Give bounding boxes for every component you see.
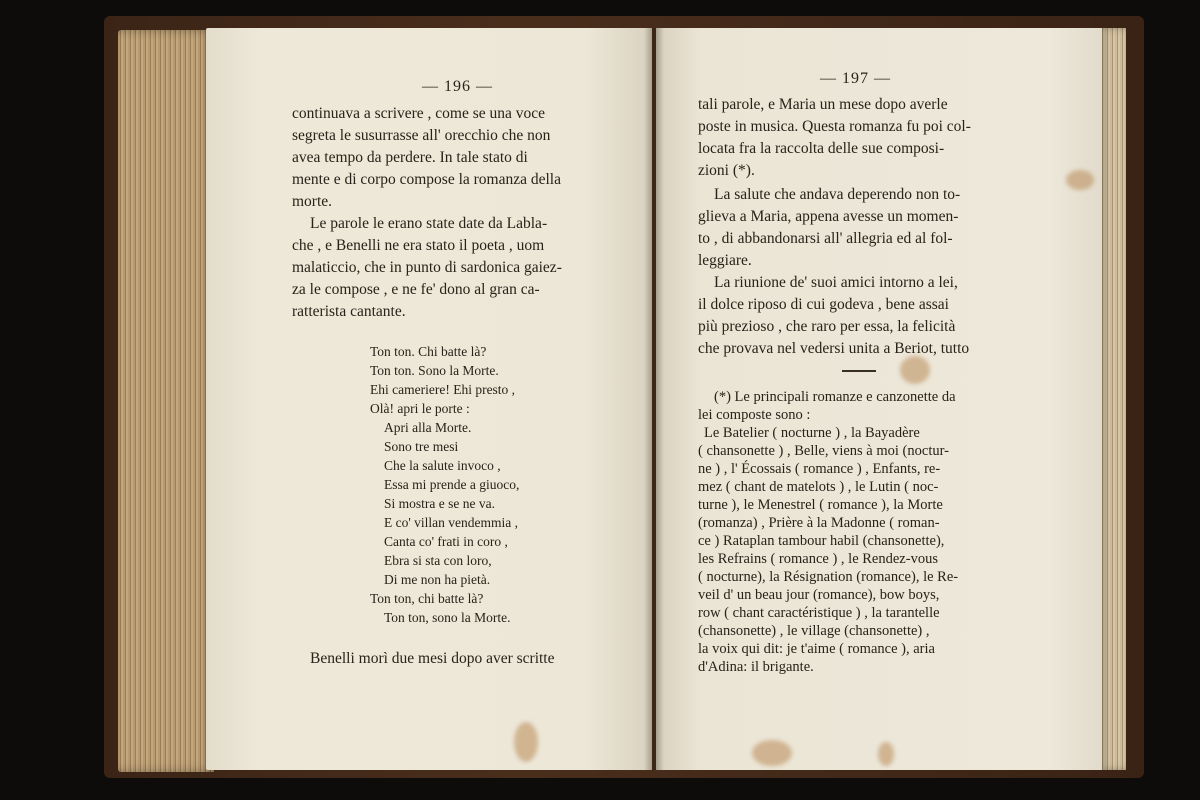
footnote-line: ( chansonette ) , Belle, viens à moi (noctur-: [698, 443, 949, 459]
text-line: mente e di corpo compose la romanza della: [292, 171, 561, 188]
footnote-line: lei composte sono :: [698, 407, 811, 423]
poem-line: Ton ton, chi batte là?: [370, 591, 484, 606]
poem-line: Ebra si sta con loro,: [384, 553, 492, 568]
text-line: che provava nel vedersi unita a Beriot, tutto: [698, 340, 970, 357]
footnote-line: d'Adina: il brigante.: [698, 659, 814, 675]
text-line: to , di abbandonarsi all' allegria ed al fol-: [698, 230, 953, 247]
page-block-right-edge: [1100, 28, 1126, 770]
page-number-left: — 196 —: [422, 78, 493, 95]
text-line: malaticcio, che in punto di sardonica gaiez-: [292, 259, 562, 276]
text-line: Benelli morì due mesi dopo aver scritte: [310, 650, 555, 667]
text-line: il dolce riposo di cui godeva , bene assai: [698, 296, 949, 313]
footnote-line: ce ) Rataplan tambour habil (chansonette),: [698, 533, 945, 549]
footnote-line: veil d' un beau jour (romance), bow boys,: [698, 587, 940, 603]
poem-line: Ton ton. Sono la Morte.: [370, 363, 499, 378]
text-line: continuava a scrivere , come se una voce: [292, 105, 546, 122]
stain: [900, 356, 930, 384]
poem-line: Che la salute invoco ,: [384, 458, 501, 473]
footnote-line: (chansonette) , le village (chansonette) ,: [698, 623, 930, 639]
poem-line: Apri alla Morte.: [384, 420, 472, 435]
poem-line: Sono tre mesi: [384, 439, 459, 454]
poem-line: Di me non ha pietà.: [384, 572, 491, 587]
poem-line: Ehi cameriere! Ehi presto ,: [370, 382, 516, 397]
text-line: ratterista cantante.: [292, 303, 406, 320]
text-line: La riunione de' suoi amici intorno a lei,: [714, 274, 958, 291]
stain: [752, 740, 792, 766]
book-gutter: [644, 28, 664, 770]
stain: [878, 742, 894, 766]
text-line: che , e Benelli ne era stato il poeta , uom: [292, 237, 545, 254]
stain: [1066, 170, 1094, 190]
footnote-line: ( nocturne), la Résignation (romance), le Re-: [698, 569, 959, 585]
text-line: segreta le susurrasse all' orecchio che non: [292, 127, 551, 144]
footnote-line: turne ), le Menestrel ( romance ), la Morte: [698, 497, 943, 513]
text-line: più prezioso , che raro per essa, la felicità: [698, 318, 956, 335]
footnote-line: ne ) , l' Écossais ( romance ) , Enfants, re-: [698, 461, 941, 477]
poem-line: Essa mi prende a giuoco,: [384, 477, 520, 492]
page-block-left-edge: [118, 30, 214, 772]
footnote-line: row ( chant caractéristique ) , la tarantelle: [698, 605, 940, 621]
text-line: poste in musica. Questa romanza fu poi col-: [698, 118, 971, 135]
text-line: zioni (*).: [698, 162, 755, 179]
text-line: tali parole, e Maria un mese dopo averle: [698, 96, 948, 113]
footnote-line: Le Batelier ( nocturne ) , la Bayadère: [704, 425, 920, 441]
stain: [514, 722, 538, 762]
text-line: glieva a Maria, appena avesse un momen-: [698, 208, 959, 225]
poem-line: Ton ton, sono la Morte.: [384, 610, 511, 625]
footnote-rule: [842, 370, 876, 372]
text-line: morte.: [292, 193, 333, 210]
footnote-line: mez ( chant de matelots ) , le Lutin ( noc-: [698, 479, 939, 495]
poem-line: Olà! apri le porte :: [370, 401, 470, 416]
poem-line: E co' villan vendemmia ,: [384, 515, 519, 530]
text-line: leggiare.: [698, 252, 752, 269]
footnote-line: (*) Le principali romanze e canzonette da: [714, 389, 956, 405]
text-line: locata fra la raccolta delle sue composi-: [698, 140, 945, 157]
poem-line: Ton ton. Chi batte là?: [370, 344, 487, 359]
poem-line: Canta co' frati in coro ,: [384, 534, 508, 549]
footnote-line: les Refrains ( romance ) , le Rendez-vous: [698, 551, 938, 567]
footnote-line: la voix qui dit: je t'aime ( romance ), aria: [698, 641, 935, 657]
poem-line: Si mostra e se ne va.: [384, 496, 495, 511]
text-line: avea tempo da perdere. In tale stato di: [292, 149, 528, 166]
text-line: Le parole le erano state date da Labla-: [310, 215, 548, 232]
text-line: za le compose , e ne fe' dono al gran ca-: [292, 281, 540, 298]
footnote-line: (romanza) , Prière à la Madonne ( roman-: [698, 515, 940, 531]
text-line: La salute che andava deperendo non to-: [714, 186, 961, 203]
page-number-right: — 197 —: [820, 70, 891, 87]
